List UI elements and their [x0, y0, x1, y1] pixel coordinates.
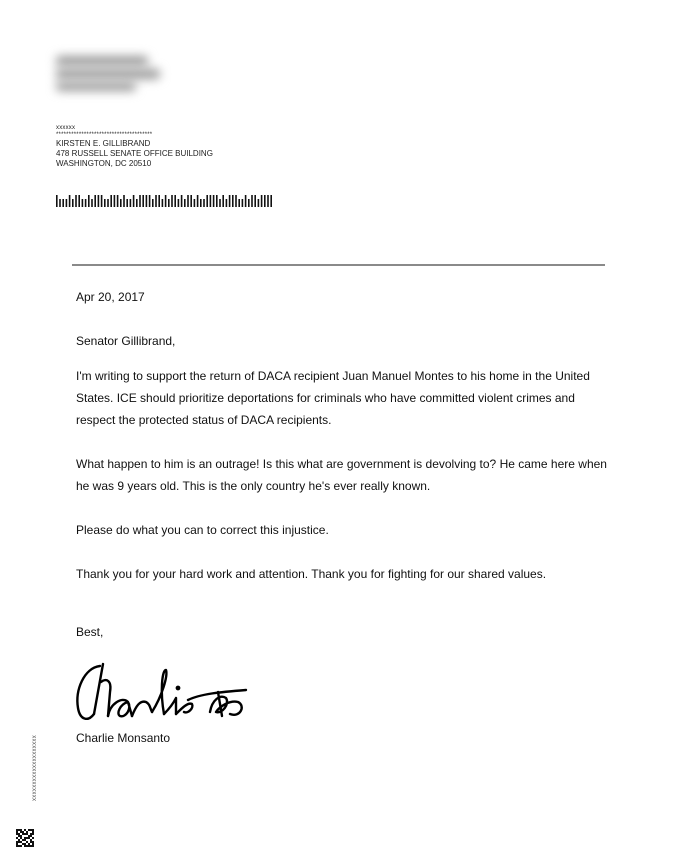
- mailing-address: [56, 125, 213, 169]
- letter-closing: Best,: [76, 625, 104, 639]
- signer-name: Charlie Monsanto: [76, 731, 171, 745]
- postal-barcode: [56, 195, 281, 207]
- letter-paragraph: What happen to him is an outrage! Is this what are government is devolving to? He came here when he was 9 years old. This is the only country he's ever really known.: [76, 457, 607, 493]
- address-code-line: xxxxxx: [56, 125, 76, 131]
- letter-paragraph: Thank you for your hard work and attention. Thank you for fighting for our shared values.: [76, 567, 547, 581]
- handwritten-signature: [70, 656, 260, 731]
- letter-salutation: Senator Gillibrand,: [76, 334, 176, 348]
- recipient-name: KIRSTEN E. GILLIBRAND: [56, 139, 151, 148]
- recipient-city-state-zip: WASHINGTON, DC 20510: [56, 159, 152, 168]
- blurred-sender-address: [52, 52, 164, 94]
- letter-paragraph: I'm writing to support the return of DACA recipient Juan Manuel Montes to his home in the United States. ICE should prioritize deportations for criminals who have committed violent crimes and respect the protected status of DACA recipients.: [76, 369, 590, 427]
- letter-date: Apr 20, 2017: [76, 290, 145, 304]
- divider-rule: [72, 264, 605, 266]
- letter-paragraph: Please do what you can to correct this injustice.: [76, 523, 329, 537]
- address-dot-line: **************************************: [56, 132, 153, 138]
- recipient-street: 478 RUSSELL SENATE OFFICE BUILDING: [56, 149, 213, 158]
- document-id-vertical: xxxxxxxxxxxxxxxxxxxx: [32, 735, 38, 801]
- qr-code: [16, 829, 34, 847]
- letter-body: [76, 286, 616, 643]
